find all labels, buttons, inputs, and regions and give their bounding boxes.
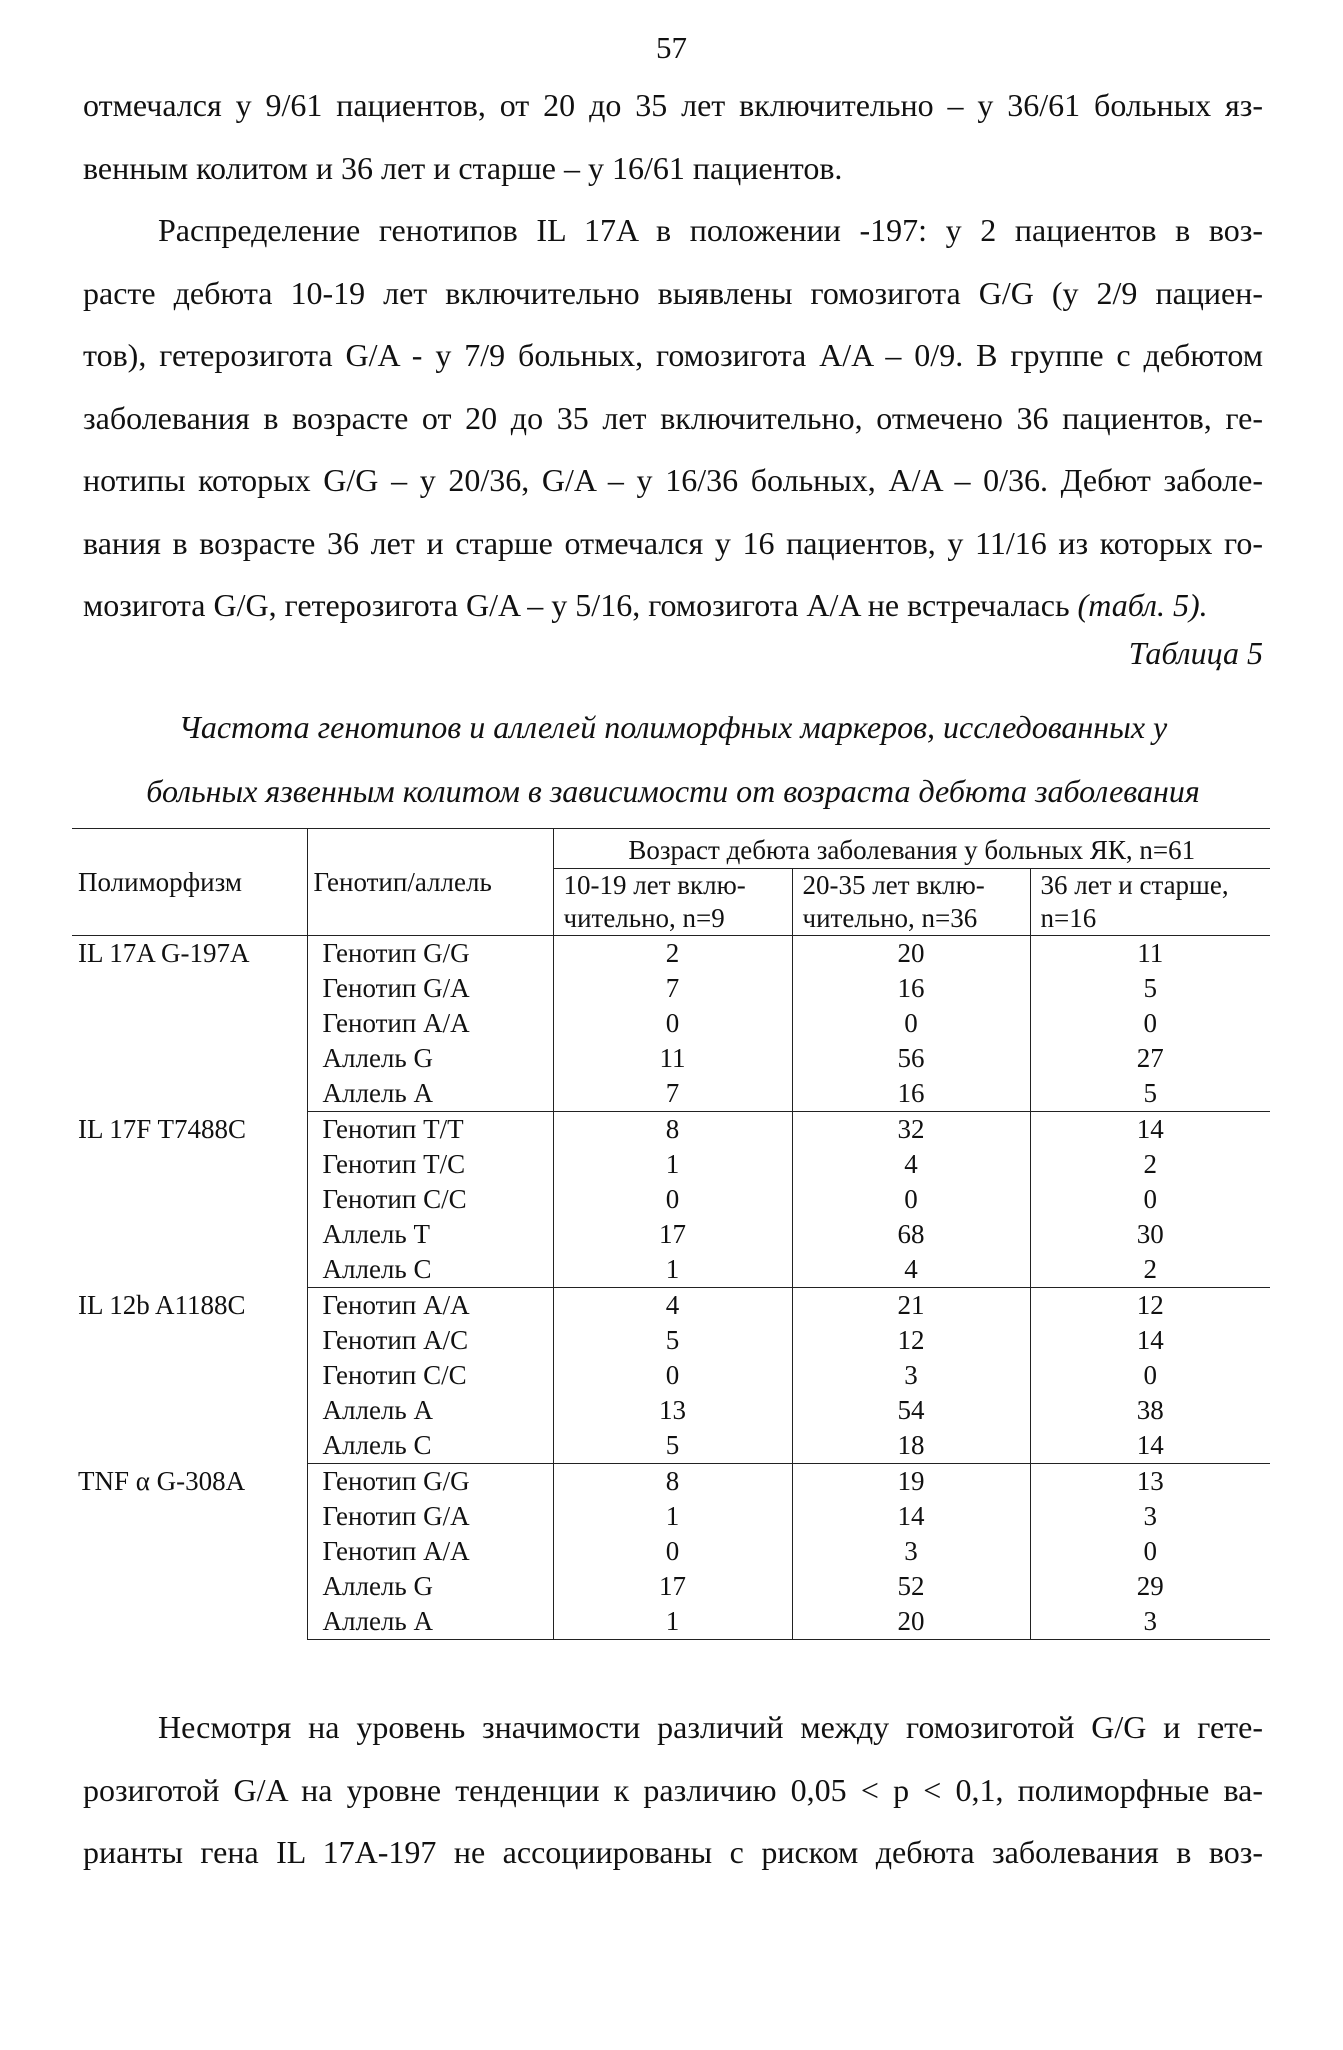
header-line: чительно, n=9 xyxy=(563,903,725,933)
caption-line: Частота генотипов и аллелей полиморфных маркеров, исследованных у xyxy=(178,709,1168,745)
text-line xyxy=(83,574,1263,637)
value-cell: 3 xyxy=(1030,1604,1270,1640)
header-line: чительно, n=36 xyxy=(802,903,978,933)
polymorphism-name: TNF α G-308A xyxy=(72,1464,307,1640)
allele-label: Аллель G xyxy=(307,1041,553,1076)
value-cell: 16 xyxy=(792,1076,1030,1112)
header-line: 36 лет и старше, xyxy=(1040,870,1229,900)
header-age-10-19 xyxy=(553,869,792,936)
value-cell: 16 xyxy=(792,971,1030,1006)
value-cell: 14 xyxy=(1030,1428,1270,1464)
value-cell: 12 xyxy=(792,1323,1030,1358)
value-cell: 14 xyxy=(1136,1325,1164,1355)
caption-line: больных язвенным колитом в зависимости от возраста дебюта заболевания xyxy=(146,773,1200,809)
value-cell: 13 xyxy=(553,1393,792,1428)
header-line: 10-19 лет вклю- xyxy=(563,870,746,900)
value-cell: 7 xyxy=(553,971,792,1006)
polymorphism-group xyxy=(72,936,1270,1112)
value-cell: 2 xyxy=(1030,1252,1270,1288)
value-cell: 1 xyxy=(553,1147,792,1182)
genotype-label: Генотип A/A xyxy=(307,1534,553,1569)
table-reference: (табл. 5). xyxy=(1077,587,1208,623)
value-cell: 21 xyxy=(792,1288,1030,1324)
genotype-label: Генотип G/A xyxy=(307,971,553,1006)
table-row xyxy=(72,1112,1270,1148)
value-cell: 19 xyxy=(792,1464,1030,1500)
genotype-label: Генотип A/A xyxy=(307,1006,553,1041)
value-cell: 20 xyxy=(792,936,1030,972)
header-age-20-35 xyxy=(792,869,1030,936)
text-line: вания в возрасте 36 лет и старше отмечался у 16 пациентов, у 11/16 из которых го- xyxy=(83,524,1263,561)
genotype-label: Генотип C/C xyxy=(307,1182,553,1217)
table-row xyxy=(72,1464,1270,1500)
value-cell: 11 xyxy=(553,1041,792,1076)
allele-label: Аллель T xyxy=(307,1217,553,1252)
header-line: n=16 xyxy=(1040,903,1097,933)
value-cell: 3 xyxy=(792,1534,1030,1569)
polymorphism-group xyxy=(72,1464,1270,1640)
genotype-label: Генотип A/A xyxy=(307,1288,553,1324)
value-cell: 2 xyxy=(553,936,792,972)
value-cell: 12 xyxy=(1136,1290,1164,1320)
text-line: Распределение генотипов IL 17A в положении -197: у 2 пациентов в воз- xyxy=(158,212,1263,248)
value-cell: 38 xyxy=(1136,1395,1164,1425)
value-cell: 3 xyxy=(1143,1501,1158,1531)
allele-label: Аллель G xyxy=(307,1569,553,1604)
allele-label: Аллель C xyxy=(307,1428,553,1464)
value-cell: 4 xyxy=(792,1147,1030,1182)
allele-label: Аллель A xyxy=(307,1604,553,1640)
genotype-label: Генотип T/T xyxy=(307,1112,553,1148)
allele-label: Аллель A xyxy=(307,1076,553,1112)
header-age-at-onset: Возраст дебюта заболевания у больных ЯК, n=61 xyxy=(553,829,1270,869)
value-cell: 8 xyxy=(553,1464,792,1500)
value-cell: 0 xyxy=(553,1534,792,1569)
value-cell: 0 xyxy=(553,1182,792,1217)
genotype-label: Генотип T/C xyxy=(307,1147,553,1182)
value-cell: 1 xyxy=(553,1252,792,1288)
table-header xyxy=(72,829,1270,936)
value-cell: 30 xyxy=(1136,1219,1164,1249)
text-line: заболевания в возрасте от 20 до 35 лет включительно, отмечено 36 пациентов, ге- xyxy=(83,399,1263,436)
value-cell: 27 xyxy=(1136,1043,1164,1073)
value-cell: 11 xyxy=(1137,938,1164,968)
value-cell: 54 xyxy=(792,1393,1030,1428)
text-line: тов), гетерозигота G/A - у 7/9 больных, гомозигота A/A – 0/9. В группе с дебютом xyxy=(83,337,1263,373)
polymorphism-name: IL 12b A1188C xyxy=(72,1288,307,1464)
value-cell: 4 xyxy=(553,1288,792,1324)
paragraph-2 xyxy=(83,199,1263,637)
value-cell: 1 xyxy=(553,1499,792,1534)
value-cell: 0 xyxy=(792,1006,1030,1041)
text-line: венным колитом и 36 лет и старше – у 16/61 пациентов. xyxy=(83,149,843,186)
text-line: нотипы которых G/G – у 20/36, G/A – у 16/36 больных, A/A – 0/36. Дебют заболе- xyxy=(83,462,1263,498)
value-cell: 20 xyxy=(792,1604,1030,1640)
table-caption xyxy=(83,695,1263,823)
table-row xyxy=(72,936,1270,972)
header-age-36-plus xyxy=(1030,869,1270,936)
text-line: Несмотря на уровень значимости различий между гомозиготой G/G и гете- xyxy=(158,1709,1263,1745)
text-line: расте дебюта 10-19 лет включительно выявлены гомозигота G/G (у 2/9 пациен- xyxy=(83,274,1263,311)
polymorphism-name: IL 17A G-197A xyxy=(72,936,307,1112)
genotype-label: Генотип G/A xyxy=(307,1499,553,1534)
genotype-label: Генотип C/C xyxy=(307,1358,553,1393)
value-cell: 7 xyxy=(553,1076,792,1112)
header-line: 20-35 лет вклю- xyxy=(802,870,985,900)
value-cell: 2 xyxy=(1143,1149,1158,1179)
value-cell: 8 xyxy=(553,1112,792,1148)
genotype-label: Генотип A/C xyxy=(307,1323,553,1358)
value-cell: 5 xyxy=(1143,973,1158,1003)
value-cell: 5 xyxy=(1030,1076,1270,1112)
text-line: розиготой G/A на уровне тенденции к различию 0,05 < p < 0,1, полиморфные ва- xyxy=(83,1771,1263,1808)
value-cell: 1 xyxy=(553,1604,792,1640)
value-cell: 14 xyxy=(1136,1114,1164,1144)
paragraph-3 xyxy=(83,1696,1263,1884)
table-label: Таблица 5 xyxy=(1128,635,1263,671)
value-cell: 56 xyxy=(792,1041,1030,1076)
allele-label: Аллель C xyxy=(307,1252,553,1288)
page-number: 57 xyxy=(656,30,687,65)
table-row xyxy=(72,1288,1270,1324)
genotype-label: Генотип G/G xyxy=(307,936,553,972)
value-cell: 0 xyxy=(1143,1536,1158,1566)
value-cell: 29 xyxy=(1136,1571,1164,1601)
value-cell: 68 xyxy=(792,1217,1030,1252)
value-cell: 13 xyxy=(1136,1466,1164,1496)
value-cell: 4 xyxy=(792,1252,1030,1288)
value-cell: 0 xyxy=(1143,1360,1158,1390)
allele-label: Аллель A xyxy=(307,1393,553,1428)
value-cell: 0 xyxy=(553,1006,792,1041)
value-cell: 5 xyxy=(553,1323,792,1358)
value-cell: 5 xyxy=(553,1428,792,1464)
text-line: рианты гена IL 17A-197 не ассоциированы с риском дебюта заболевания в воз- xyxy=(83,1834,1263,1870)
value-cell: 0 xyxy=(553,1358,792,1393)
value-cell: 0 xyxy=(1143,1008,1158,1038)
text-line-body: мозигота G/G, гетерозигота G/A – у 5/16, гомозигота A/A не встречалась xyxy=(83,587,1070,623)
value-cell: 18 xyxy=(792,1428,1030,1464)
value-cell: 17 xyxy=(553,1217,792,1252)
value-cell: 3 xyxy=(792,1358,1030,1393)
genotype-frequency-table xyxy=(72,828,1270,1640)
value-cell: 14 xyxy=(792,1499,1030,1534)
value-cell: 0 xyxy=(792,1182,1030,1217)
text-line: отмечался у 9/61 пациентов, от 20 до 35 лет включительно – у 36/61 больных яз- xyxy=(83,87,1263,123)
value-cell: 32 xyxy=(792,1112,1030,1148)
polymorphism-name: IL 17F T7488C xyxy=(72,1112,307,1288)
header-genotype: Генотип/аллель xyxy=(307,829,553,936)
polymorphism-group xyxy=(72,1288,1270,1464)
paragraph-1 xyxy=(83,74,1263,199)
value-cell: 0 xyxy=(1143,1184,1158,1214)
polymorphism-group xyxy=(72,1112,1270,1288)
header-polymorphism: Полиморфизм xyxy=(72,829,307,936)
value-cell: 52 xyxy=(792,1569,1030,1604)
genotype-label: Генотип G/G xyxy=(307,1464,553,1500)
value-cell: 17 xyxy=(553,1569,792,1604)
